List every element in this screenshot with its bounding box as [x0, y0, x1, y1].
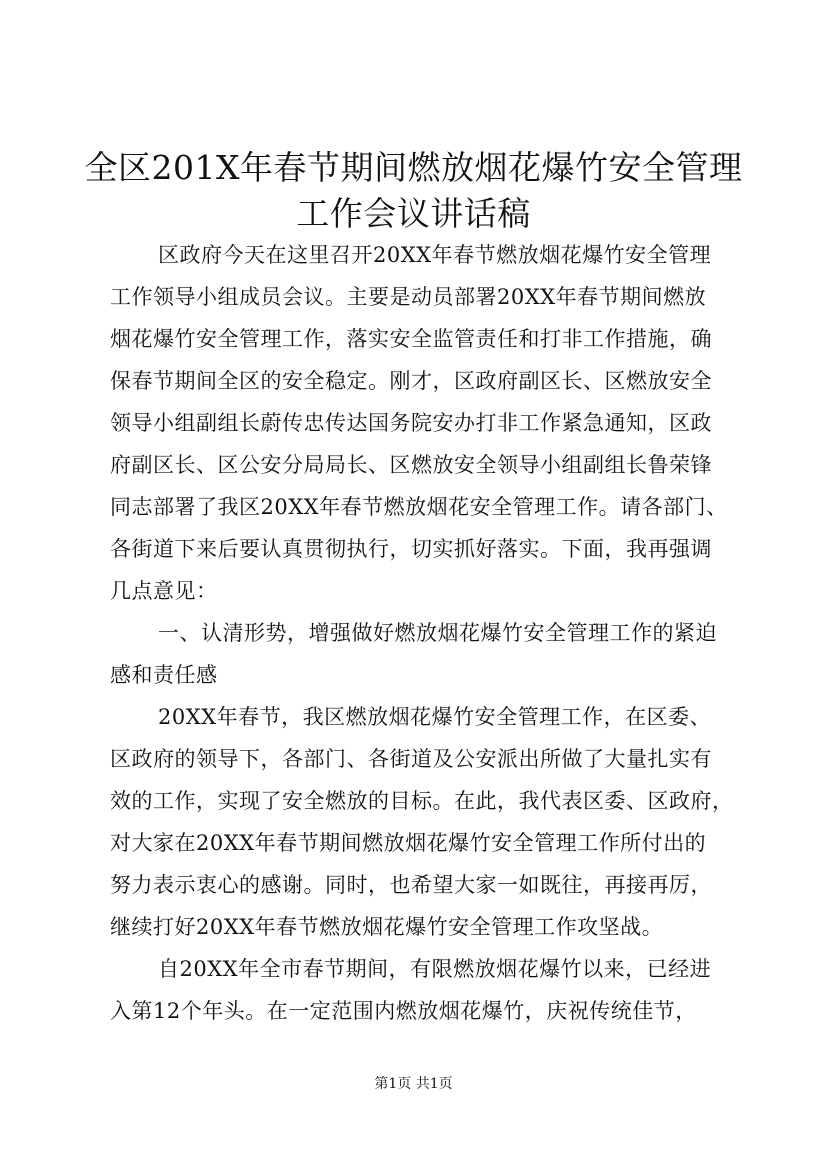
body-line: 对大家在20XX年春节期间燃放烟花爆竹安全管理工作所付出的 — [110, 831, 707, 855]
body-line: 努力表示衷心的感谢。同时，也希望大家一如既往，再接再厉， — [110, 873, 712, 897]
body-line: 效的工作，实现了安全燃放的目标。在此，我代表区委、区政府， — [110, 789, 734, 813]
body-line: 烟花爆竹安全管理工作，落实安全监管责任和打非工作措施，确 — [110, 327, 712, 351]
page-number-footer: 第1页 共1页 — [374, 1076, 453, 1092]
body-line: 区政府的领导下，各部门、各街道及公安派出所做了大量扎实有 — [110, 747, 712, 771]
section-heading-line: 一、认清形势，增强做好燃放烟花爆竹安全管理工作的紧迫 — [158, 621, 717, 645]
body-line: 自20XX年全市春节期间，有限燃放烟花爆竹以来，已经进 — [158, 957, 712, 981]
section-heading-line: 感和责任感 — [110, 663, 218, 687]
body-line: 继续打好20XX年春节燃放烟花爆竹安全管理工作攻坚战。 — [110, 915, 664, 939]
body-line: 入第12个年头。在一定范围内燃放烟花爆竹，庆祝传统佳节， — [110, 999, 697, 1023]
body-line: 保春节期间全区的安全稳定。刚才，区政府副区长、区燃放安全 — [110, 369, 712, 393]
body-line: 领导小组副组长蔚传忠传达国务院安办打非工作紧急通知，区政 — [110, 411, 712, 435]
body-line: 几点意见： — [110, 579, 218, 603]
body-line: 府副区长、区公安分局局长、区燃放安全领导小组副组长鲁荣锋 — [110, 453, 712, 477]
document-title-line-2: 工作会议讲话稿 — [296, 194, 531, 233]
body-line: 20XX年春节，我区燃放烟花爆竹安全管理工作，在区委、 — [158, 705, 712, 729]
body-line: 工作领导小组成员会议。主要是动员部署20XX年春节期间燃放 — [110, 285, 707, 309]
body-line: 同志部署了我区20XX年春节燃放烟花安全管理工作。请各部门、 — [110, 495, 728, 519]
document-title-line-1: 全区201X年春节期间燃放烟花爆竹安全管理 — [84, 148, 743, 187]
body-line: 各街道下来后要认真贯彻执行，切实抓好落实。下面，我再强调 — [110, 537, 712, 561]
body-line: 区政府今天在这里召开20XX年春节燃放烟花爆竹安全管理 — [158, 243, 712, 267]
